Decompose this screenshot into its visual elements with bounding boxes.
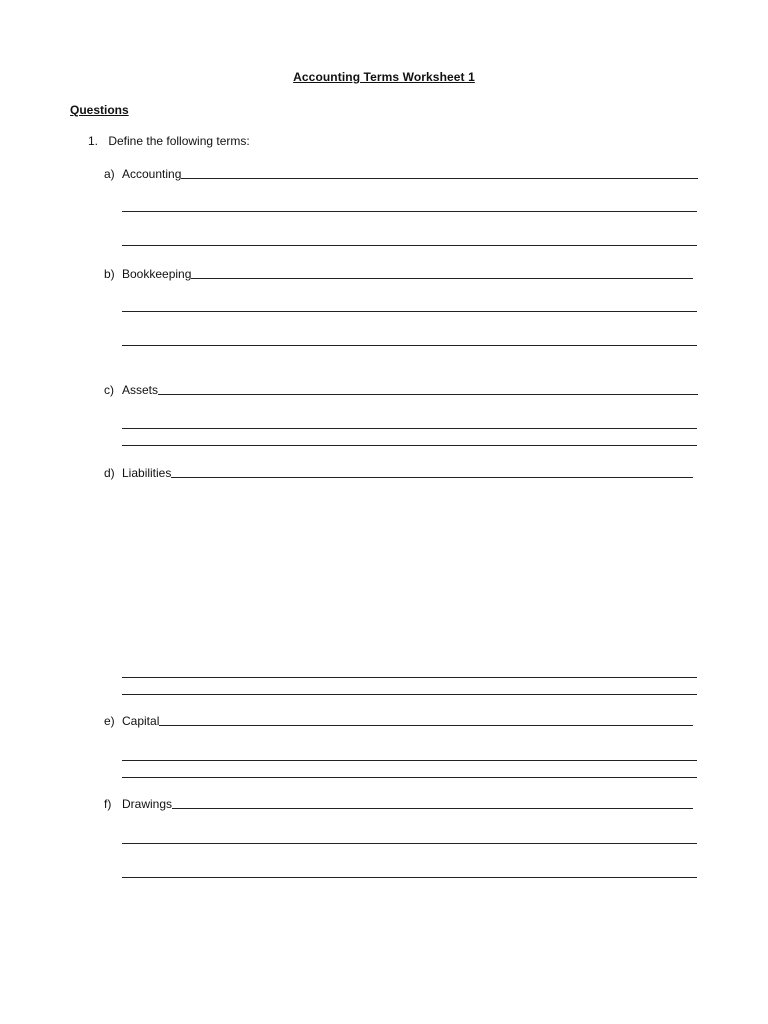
term-name: Drawings bbox=[122, 797, 173, 811]
term-name: Assets bbox=[122, 383, 159, 397]
answer-line[interactable] bbox=[159, 713, 693, 726]
answer-line[interactable] bbox=[122, 445, 697, 446]
term-letter: a) bbox=[104, 167, 115, 181]
answer-line[interactable] bbox=[172, 796, 693, 809]
answer-line[interactable] bbox=[122, 428, 697, 429]
question-1 bbox=[88, 134, 250, 148]
term-name: Liabilities bbox=[122, 466, 172, 480]
term-name: Bookkeeping bbox=[122, 267, 192, 281]
term-capital bbox=[104, 712, 693, 728]
answer-line[interactable] bbox=[122, 777, 697, 778]
question-text: Define the following terms: bbox=[108, 134, 250, 148]
term-letter: e) bbox=[104, 714, 115, 728]
term-name: Accounting bbox=[122, 167, 182, 181]
term-accounting bbox=[104, 165, 698, 181]
answer-line[interactable] bbox=[122, 677, 697, 678]
answer-line[interactable] bbox=[171, 465, 693, 478]
term-liabilities bbox=[104, 464, 693, 480]
answer-line[interactable] bbox=[122, 877, 697, 878]
answer-line[interactable] bbox=[191, 266, 693, 279]
answer-line[interactable] bbox=[122, 311, 697, 312]
term-letter: c) bbox=[104, 383, 114, 397]
page-title: Accounting Terms Worksheet 1 bbox=[293, 70, 475, 84]
answer-line[interactable] bbox=[181, 166, 698, 179]
answer-line[interactable] bbox=[122, 345, 697, 346]
term-name: Capital bbox=[122, 714, 160, 728]
answer-line[interactable] bbox=[122, 760, 697, 761]
answer-line[interactable] bbox=[158, 382, 698, 395]
answer-line[interactable] bbox=[122, 843, 697, 844]
term-letter: d) bbox=[104, 466, 115, 480]
section-heading: Questions bbox=[70, 103, 129, 117]
term-bookkeeping bbox=[104, 265, 693, 281]
question-number: 1. bbox=[88, 134, 99, 148]
term-letter: f) bbox=[104, 797, 112, 811]
answer-line[interactable] bbox=[122, 694, 697, 695]
term-assets bbox=[104, 381, 698, 397]
answer-line[interactable] bbox=[122, 211, 697, 212]
term-drawings bbox=[104, 795, 693, 811]
term-letter: b) bbox=[104, 267, 115, 281]
answer-line[interactable] bbox=[122, 245, 697, 246]
